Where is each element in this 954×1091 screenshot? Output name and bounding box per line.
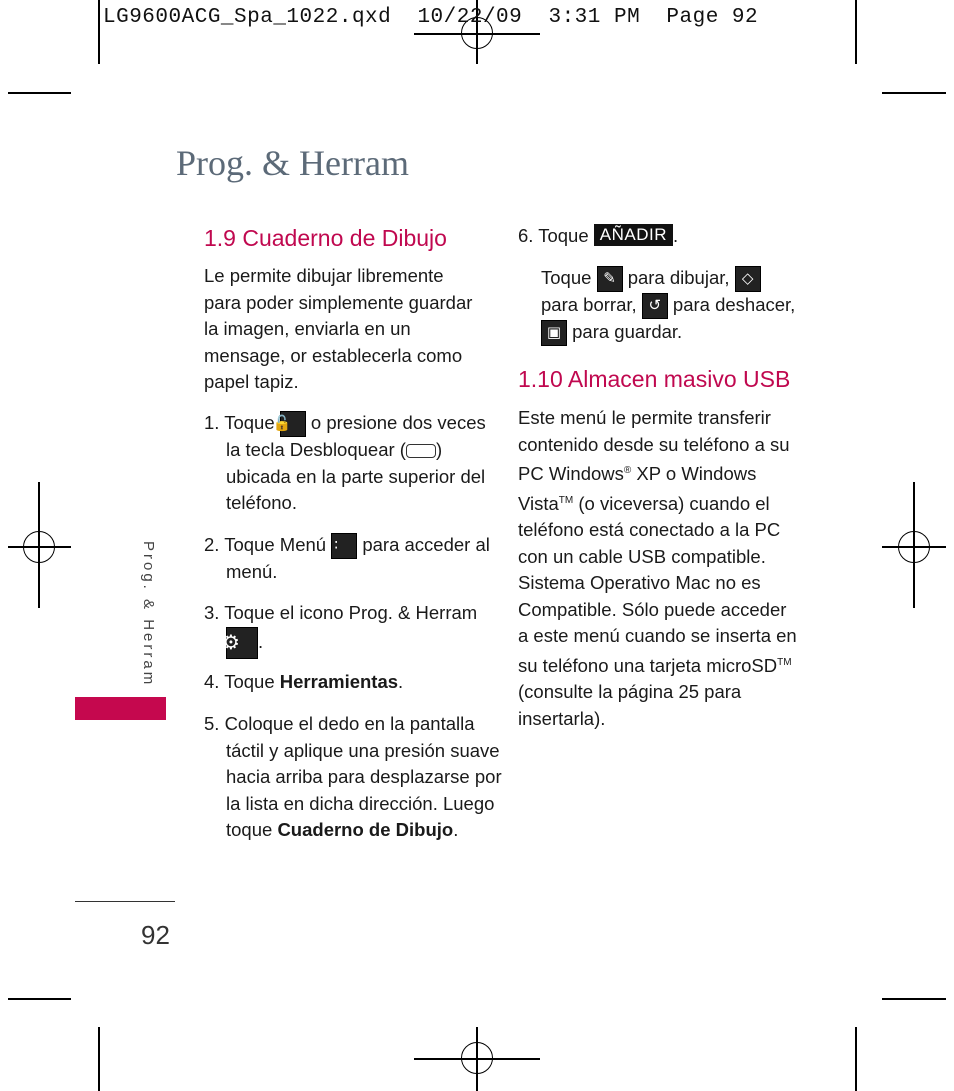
section-heading-cuaderno: 1.9 Cuaderno de Dibujo <box>204 225 447 251</box>
undo-icon: ↺ <box>642 293 668 319</box>
usb-paragraph: Este menú le permite transferir contenido desde su teléfono a su PC Windows® XP o Windows Vista™ (o viceversa) cuando el teléfono está conectado a la PC con un cable USB compatible. Sistema Operativo Mac no es Compatible. Sólo puede acceder a este menú cuando se inserta en su teléfono una tarjeta microSD™ (consulte la página 25 para insertarla). <box>518 407 797 729</box>
intro-paragraph: Le permite dibujar libremente para poder simplemente guardar la imagen, enviarla en un mensage, or establecerla como papel tapiz. <box>204 265 473 392</box>
step-6: 6. Toque AÑADIR . <box>518 225 679 246</box>
registration-mark <box>23 531 55 563</box>
save-disk-icon: ▣ <box>541 320 567 346</box>
crop-mark <box>882 998 946 1000</box>
print-slug: LG9600ACG_Spa_1022.qxd 10/22/09 3:31 PM Page 92 <box>103 6 759 29</box>
crop-mark <box>855 1027 857 1091</box>
key-button-icon <box>406 444 436 458</box>
step-4: 4. Toque Herramientas. <box>204 671 404 692</box>
step-2: 2. Toque Menú ∷ para acceder al menú. <box>204 534 490 583</box>
section-tab-marker <box>75 697 166 720</box>
step-3: 3. Toque el icono Prog. & Herram ⚙ . <box>204 600 506 659</box>
eraser-icon: ◇ <box>735 266 761 292</box>
registration-mark <box>461 1042 493 1074</box>
crop-mark <box>8 92 71 94</box>
pencil-icon: ✎ <box>597 266 623 292</box>
menu-grid-icon: ∷ <box>331 533 357 559</box>
crop-mark <box>855 0 857 64</box>
drawing-tools: Toque ✎ para dibujar, ◇ para borrar, ↺ para deshacer, ▣ para guardar. <box>541 265 801 346</box>
lock-icon: 🔓 <box>280 411 306 437</box>
footer-rule <box>75 901 175 902</box>
crop-mark <box>98 1027 100 1091</box>
crop-mark <box>882 92 946 94</box>
side-section-label: Prog. & Herram <box>140 541 157 688</box>
section-heading-usb: 1.10 Almacen masivo USB <box>518 366 791 392</box>
crop-mark <box>8 998 71 1000</box>
step-1: 1. Toque 🔓 o presione dos veces la tecla Desbloquear ( ) ubicada en la parte superior del teléfono. <box>204 412 486 514</box>
page-title: Prog. & Herram <box>176 143 409 183</box>
settings-gear-icon: ⚙ <box>226 627 258 659</box>
step-5: 5. Coloque el dedo en la pantalla táctil y aplique una presión suave hacia arriba para desplazarse por la lista en dicha dirección. Luego toque Cuaderno de Dibujo. <box>204 713 502 840</box>
anadir-button-label: AÑADIR <box>594 224 673 246</box>
crop-mark <box>98 0 100 64</box>
page-number: 92 <box>141 920 170 950</box>
registration-mark <box>898 531 930 563</box>
